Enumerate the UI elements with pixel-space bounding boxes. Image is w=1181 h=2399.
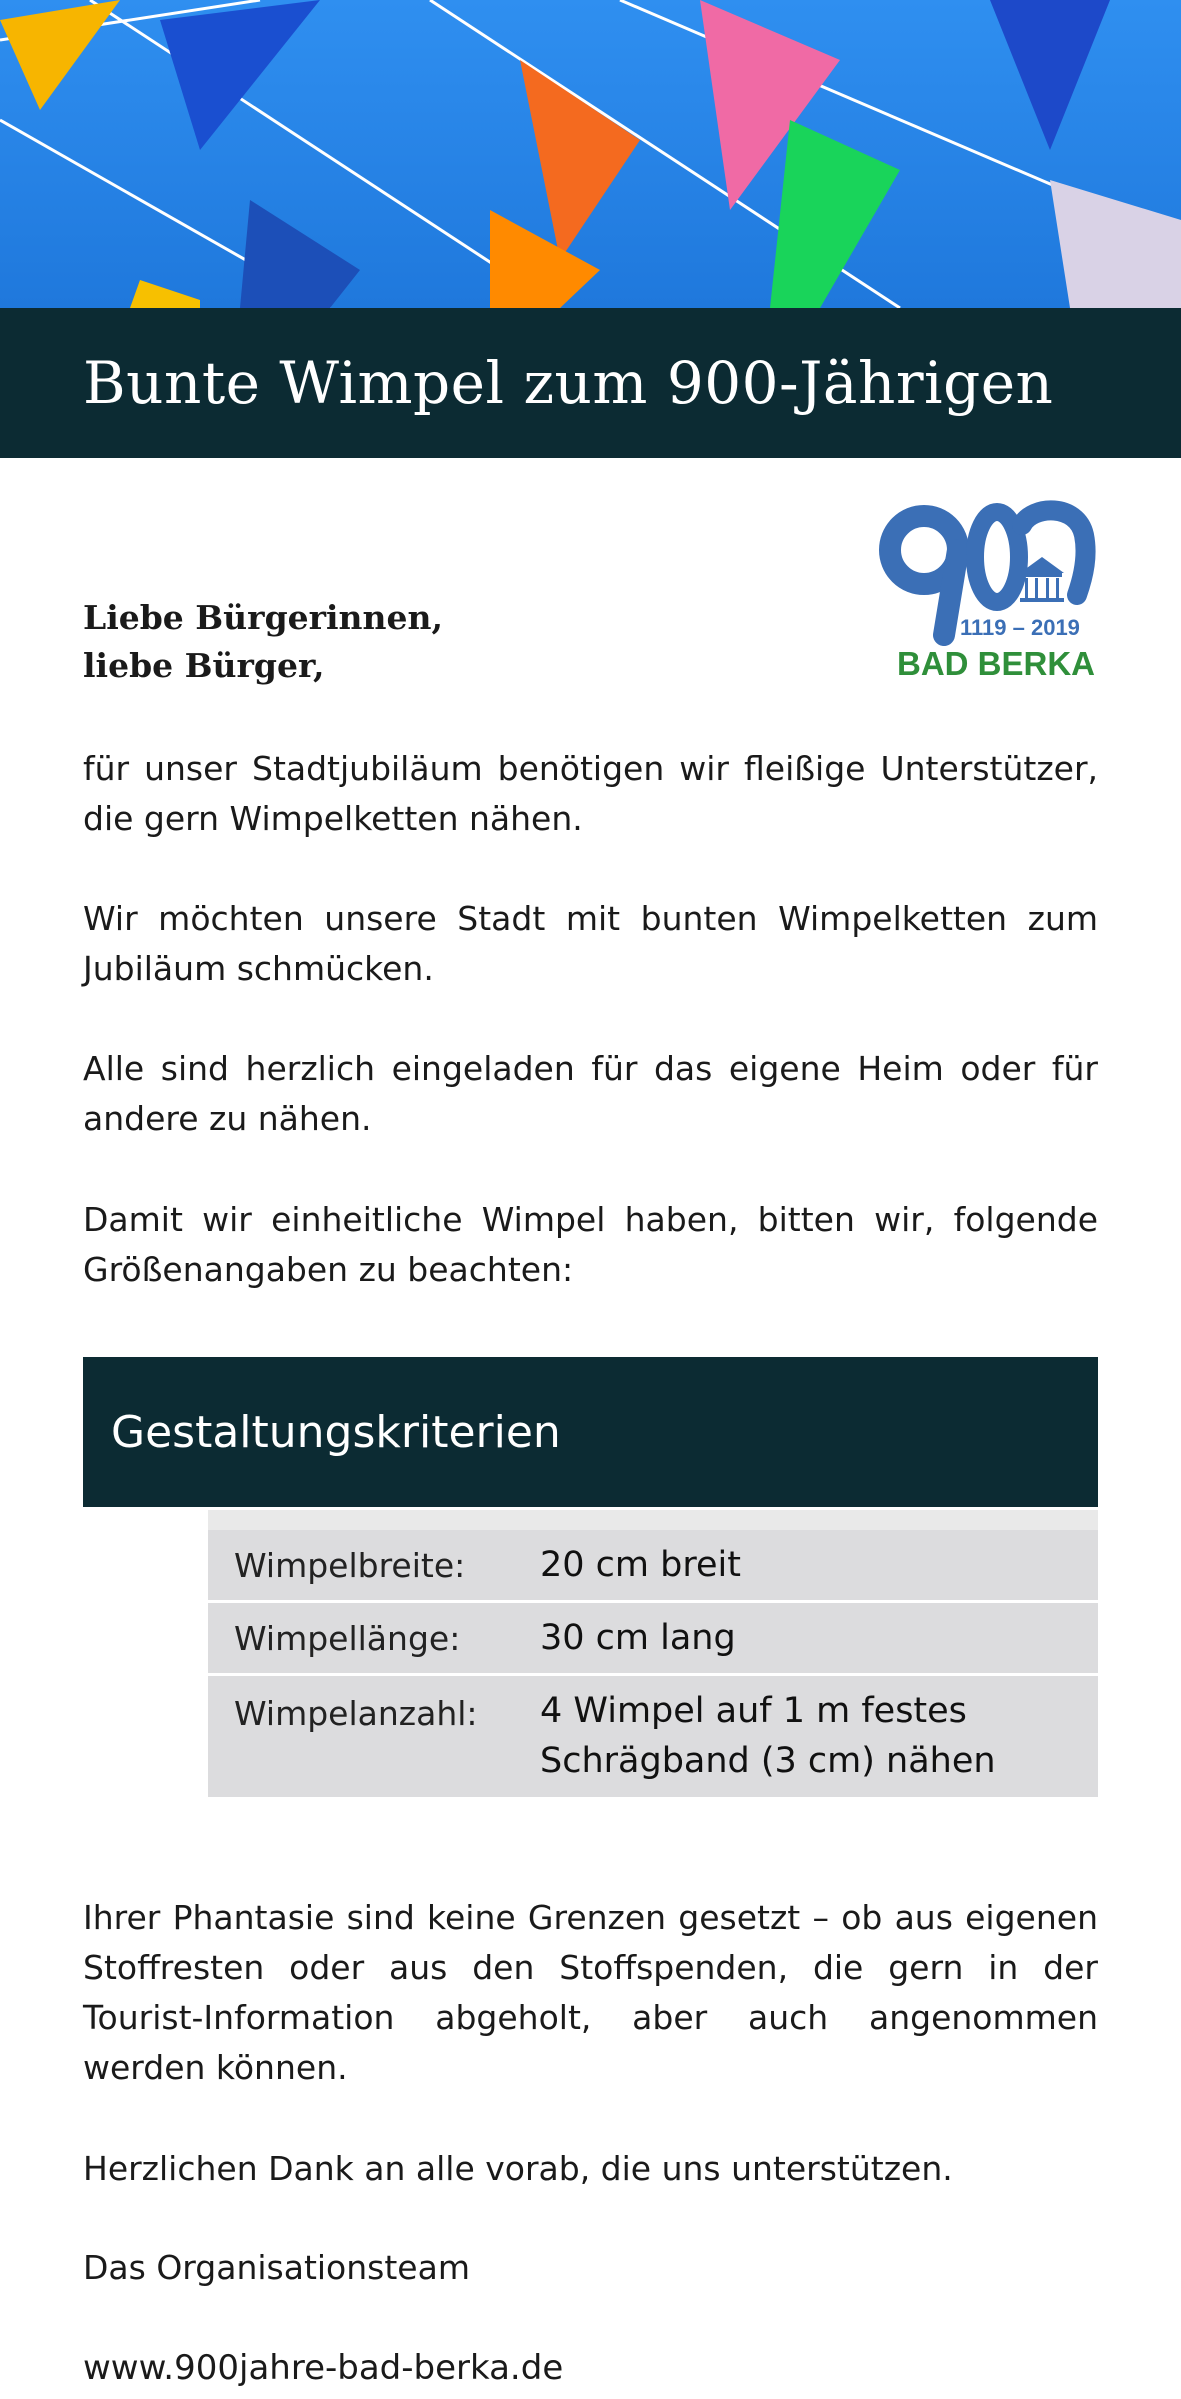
- paragraph-sizes: Damit wir einheitliche Wimpel haben, bitten wir, folgende Größenangaben zu beachten:: [83, 1200, 1098, 1289]
- greeting: [83, 594, 503, 690]
- paragraph-supporters: für unser Stadtjubiläum benötigen wir fleißige Unterstützer, die gern Wimpelketten nähen.: [83, 749, 1098, 838]
- table-row: [208, 1603, 1098, 1676]
- row-value: 20 cm breit: [540, 1545, 741, 1585]
- table-top-stripe: [208, 1510, 1098, 1530]
- table-row: [208, 1676, 1098, 1800]
- paragraph-invitation: Alle sind herzlich eingeladen für das eigene Heim oder für andere zu nähen.: [83, 1049, 1098, 1138]
- criteria-table: [208, 1510, 1098, 1800]
- logo-town: BAD BERKA: [897, 645, 1095, 682]
- row-value-line-1: 4 Wimpel auf 1 m festes: [540, 1691, 967, 1731]
- page-title: Bunte Wimpel zum 900-Jährigen: [83, 349, 1054, 417]
- row-label: Wimpelbreite:: [234, 1545, 466, 1585]
- bad-berka-900-logo: [872, 495, 1112, 695]
- paragraph-decorate: Wir möchten unsere Stadt mit bunten Wimpelketten zum Jubiläum schmücken.: [83, 899, 1098, 988]
- criteria-heading-bar: [83, 1357, 1098, 1507]
- row-label: Wimpellänge:: [234, 1618, 461, 1658]
- paragraph-fabric: Ihrer Phantasie sind keine Grenzen gesetzt – ob aus eigenen Stoffresten oder aus den Stoffspenden, die gern in der Tourist-Information abgeholt, aber auch angenommen werden können.: [83, 1898, 1098, 2087]
- greeting-line-2: liebe Bürger,: [83, 646, 325, 685]
- paragraph-thanks: Herzlichen Dank an alle vorab, die uns unterstützen.: [83, 2149, 953, 2188]
- logo-years: 1119 – 2019: [960, 615, 1080, 640]
- website-link[interactable]: www.900jahre-bad-berka.de: [83, 2348, 564, 2388]
- hero-image-bunting: [0, 0, 1181, 308]
- greeting-line-1: Liebe Bürgerinnen,: [83, 598, 444, 637]
- row-label: Wimpelanzahl:: [234, 1694, 478, 1733]
- table-row: [208, 1530, 1098, 1603]
- row-value-line-2: Schrägband (3 cm) nähen: [540, 1741, 996, 1781]
- row-value: 30 cm lang: [540, 1618, 736, 1658]
- criteria-heading: Gestaltungskriterien: [111, 1406, 561, 1458]
- row-value: [540, 1686, 1072, 1786]
- signature: Das Organisationsteam: [83, 2248, 470, 2287]
- title-banner: [0, 308, 1181, 458]
